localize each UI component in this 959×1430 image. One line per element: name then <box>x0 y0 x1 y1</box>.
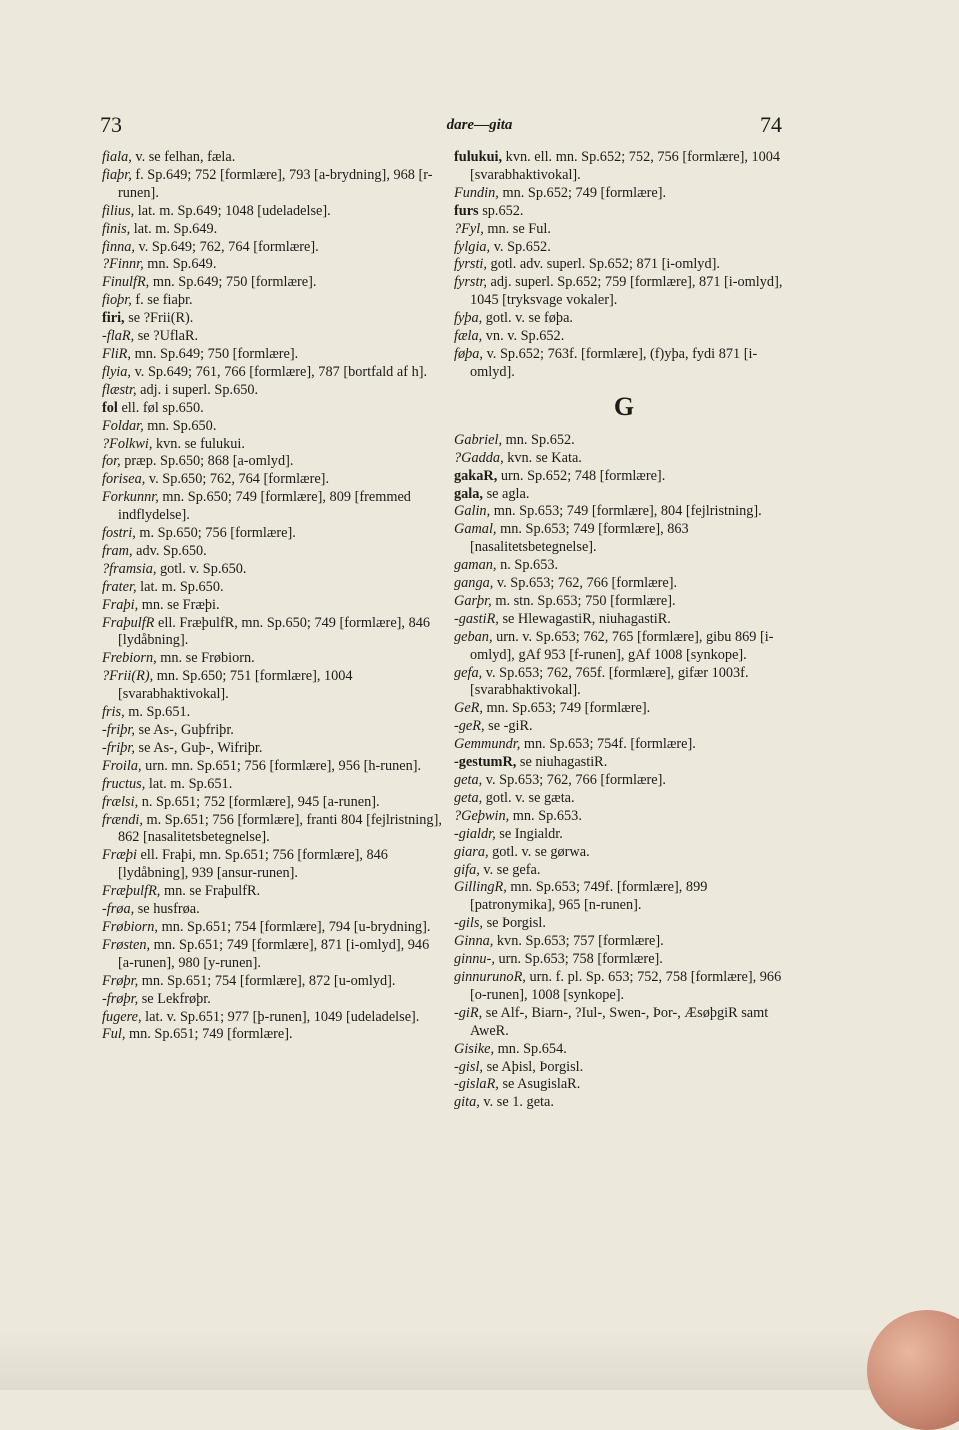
dictionary-entry <box>454 736 794 754</box>
entry-headword: -friþr, <box>102 739 135 756</box>
entry-text: gotl. adv. superl. Sp.652; 871 [i-omlyd]. <box>486 256 720 273</box>
entry-text: kvn. se fulukui. <box>152 435 245 452</box>
entry-headword: ?Folkwi, <box>102 435 153 452</box>
dictionary-entry <box>102 615 445 651</box>
entry-text: se HlewagastiR, niuhagastiR. <box>498 610 671 627</box>
entry-text: se ?Frii(R). <box>124 310 194 327</box>
entry-headword: fyþa, <box>454 310 483 327</box>
entry-text: se AsugislaR. <box>498 1076 581 1093</box>
entry-text: mn. Sp.653; 749 [formlære], 804 [fejlristning]. <box>490 503 762 520</box>
entry-headword: flyia, <box>102 363 131 380</box>
entry-text: m. stn. Sp.653; 750 [formlære]. <box>491 592 676 609</box>
entry-text: lat. m. Sp.650. <box>136 578 224 595</box>
entry-text: v. se 1. geta. <box>479 1094 554 1111</box>
dictionary-entry <box>454 575 794 593</box>
page-header <box>0 112 959 152</box>
entry-text: urn. Sp.653; 758 [formlære]. <box>494 951 663 968</box>
dictionary-entry <box>102 758 445 776</box>
entry-text: urn. Sp.652; 748 [formlære]. <box>497 467 666 484</box>
entry-headword: fructus, <box>102 775 146 792</box>
entry-headword: Frøþr, <box>102 972 139 989</box>
entry-text: mn. Sp.653; 749 [formlære], 863 [nasalitetsbetegnelse]. <box>470 521 689 556</box>
entry-headword: -gisl, <box>454 1058 483 1075</box>
entry-headword: flæstr, <box>102 381 137 398</box>
entry-headword: GillingR, <box>454 879 507 896</box>
dictionary-entry <box>454 310 794 328</box>
dictionary-entry <box>102 167 445 203</box>
entry-text: m. Sp.650; 756 [formlære]. <box>135 525 296 542</box>
entry-headword: ?Fyl, <box>454 220 484 237</box>
dictionary-entry <box>454 665 794 701</box>
dictionary-entry <box>102 221 445 239</box>
dictionary-entry <box>454 557 794 575</box>
dictionary-entry <box>102 776 445 794</box>
dictionary-entry <box>102 847 445 883</box>
dictionary-entry <box>454 328 794 346</box>
dictionary-entry <box>102 346 445 364</box>
entry-text: v. se gefa. <box>479 861 541 878</box>
entry-headword: gakaR, <box>454 467 498 484</box>
dictionary-entry <box>454 844 794 862</box>
dictionary-entry <box>454 879 794 915</box>
entry-headword: frændi, <box>102 811 143 828</box>
entry-text: gotl. v. se gørwa. <box>488 843 590 860</box>
entry-text: se ?UflaR. <box>134 328 199 345</box>
entry-text: se Þorgisl. <box>483 915 546 932</box>
entry-headword: -flaR, <box>102 328 135 345</box>
entry-headword: ?Frii(R), <box>102 668 154 685</box>
entry-headword: frater, <box>102 578 137 595</box>
dictionary-entry <box>454 503 794 521</box>
dictionary-entry <box>454 1094 794 1112</box>
entry-text: mn. Sp.651; 754 [formlære], 872 [u-omlyd]. <box>138 972 396 989</box>
entry-text: mn. Sp.651; 749 [formlære]. <box>125 1026 293 1043</box>
right-column <box>454 149 794 1112</box>
dictionary-entry <box>102 453 445 471</box>
dictionary-entry <box>102 561 445 579</box>
dictionary-entry <box>454 450 794 468</box>
entry-headword: fiaþr, <box>102 166 132 183</box>
entry-headword: Forkunnr, <box>102 489 159 506</box>
entry-text: se -giR. <box>484 718 533 735</box>
entry-text: v. Sp.653; 762, 765f. [formlære], gifær 1003f. [svarabhaktivokal]. <box>470 664 749 699</box>
entry-headword: -frøþr, <box>102 990 139 1007</box>
entry-headword: forisea, <box>102 471 146 488</box>
page-number-right: 74 <box>760 112 782 137</box>
entry-headword: ?Geþwin, <box>454 807 510 824</box>
entry-headword: Garþr, <box>454 592 492 609</box>
entry-headword: fylgia, <box>454 238 491 255</box>
dictionary-entry <box>102 812 445 848</box>
dictionary-entry <box>102 256 445 274</box>
entry-headword: Gabriel, <box>454 431 503 448</box>
dictionary-entry <box>454 969 794 1005</box>
dictionary-entry <box>102 1026 445 1044</box>
entry-headword: fyrstr, <box>454 274 487 291</box>
entry-headword: gefa, <box>454 664 483 681</box>
dictionary-entry <box>454 790 794 808</box>
entry-headword: fiala, <box>102 149 132 165</box>
dictionary-entry <box>454 629 794 665</box>
entry-text: ell. føl sp.650. <box>117 399 204 416</box>
dictionary-entry <box>454 149 794 185</box>
entry-headword: Gamal, <box>454 521 497 538</box>
entry-text: kvn. Sp.653; 757 [formlære]. <box>493 933 664 950</box>
entry-headword: gifa, <box>454 861 480 878</box>
entry-text: v. Sp.649; 762, 764 [formlære]. <box>134 238 319 255</box>
entry-headword: -friþr, <box>102 722 135 738</box>
entry-text: se husfrøa. <box>134 901 200 918</box>
entry-text: kvn. se Kata. <box>503 449 582 466</box>
entry-headword: ganga, <box>454 575 494 592</box>
entry-headword: ginnurunoR, <box>454 968 526 985</box>
dictionary-entry <box>454 1059 794 1077</box>
entry-headword: Gisike, <box>454 1040 495 1057</box>
entry-text: mn. Sp.652; 749 [formlære]. <box>498 184 667 201</box>
entry-text: m. Sp.651; 756 [formlære], franti 804 [fejlristning], 862 [nasalitetsbetegnelse]. <box>118 811 442 846</box>
thumb-in-corner <box>867 1310 959 1430</box>
dictionary-entry <box>454 772 794 790</box>
entry-headword: fioþr, <box>102 292 132 309</box>
entry-headword: føþa, <box>454 345 483 362</box>
entry-text: n. Sp.653. <box>496 557 559 574</box>
entry-headword: gala, <box>454 485 483 502</box>
dictionary-entry <box>102 543 445 561</box>
entry-text: se Aþisl, Þorgisl. <box>483 1058 584 1075</box>
entry-headword: Frøsten, <box>102 936 151 953</box>
entry-headword: Foldar, <box>102 417 144 434</box>
dictionary-entry <box>102 597 445 615</box>
dictionary-entry <box>102 328 445 346</box>
entry-headword: geta, <box>454 772 483 788</box>
entry-headword: for, <box>102 453 121 470</box>
entry-headword: Froila, <box>102 757 142 774</box>
entry-headword: geta, <box>454 789 483 806</box>
entry-headword: Frøbiorn, <box>102 918 159 935</box>
dictionary-entry <box>102 400 445 418</box>
entry-headword: GeR, <box>454 700 483 717</box>
entry-text: v. Sp.653; 762, 766 [formlære]. <box>493 575 678 592</box>
dictionary-entry <box>454 1005 794 1041</box>
entry-text: mn. Sp.650. <box>143 417 217 434</box>
entry-text: mn. Sp.653; 749f. [formlære], 899 [patronymika], 965 [n-runen]. <box>470 879 708 914</box>
entry-text: se As-, Guþfriþr. <box>134 722 234 738</box>
entry-text: mn. Sp.653; 754f. [formlære]. <box>520 736 696 753</box>
entry-text: v. Sp.650; 762, 764 [formlære]. <box>145 471 330 488</box>
dictionary-entry <box>102 203 445 221</box>
entry-headword: Ful, <box>102 1026 126 1043</box>
entry-text: urn. f. pl. Sp. 653; 752, 758 [formlære], 966 [o-runen], 1008 [synkope]. <box>470 968 782 1003</box>
dictionary-entry <box>454 239 794 257</box>
entry-text: mn. Sp.651; 749 [formlære], 871 [i-omlyd], 946 [a-runen], 980 [y-runen]. <box>118 936 430 971</box>
dictionary-entry <box>102 704 445 722</box>
entry-text: v. Sp.649; 761, 766 [formlære], 787 [bortfald af h]. <box>131 363 428 380</box>
dictionary-entry <box>102 436 445 454</box>
dictionary-entry <box>102 794 445 812</box>
dictionary-entry <box>454 203 794 221</box>
entry-text: lat. v. Sp.651; 977 [þ-runen], 1049 [udeladelse]. <box>141 1008 420 1025</box>
page-shadow <box>0 1330 959 1390</box>
entry-text: vn. v. Sp.652. <box>482 328 565 345</box>
entry-headword: fram, <box>102 542 133 559</box>
entry-headword: Galin, <box>454 503 491 520</box>
dictionary-entry <box>102 292 445 310</box>
entry-text: adj. i superl. Sp.650. <box>136 381 259 398</box>
entry-headword: ?Finnr, <box>102 256 144 273</box>
entry-headword: geban, <box>454 628 493 645</box>
dictionary-entry <box>102 740 445 758</box>
entry-headword: -gils, <box>454 915 483 932</box>
dictionary-entry <box>102 149 445 167</box>
entry-text: adj. superl. Sp.652; 759 [formlære], 871 [i-omlyd], 1045 [tryksvage vokaler]. <box>470 274 783 309</box>
entry-headword: fugere, <box>102 1008 142 1025</box>
dictionary-entry <box>102 364 445 382</box>
dictionary-entry <box>454 915 794 933</box>
dictionary-entry <box>102 973 445 991</box>
entry-text: se niuhagastiR. <box>516 754 608 771</box>
dictionary-entry <box>102 274 445 292</box>
entry-text: mn. Sp.650; 751 [formlære], 1004 [svarabhaktivokal]. <box>118 668 353 703</box>
dictionary-entry <box>454 593 794 611</box>
dictionary-entry <box>454 432 794 450</box>
entry-headword: ?Gadda, <box>454 449 504 466</box>
dictionary-entry <box>454 826 794 844</box>
entry-text: mn. Sp.649; 750 [formlære]. <box>149 274 317 291</box>
entry-headword: giara, <box>454 843 489 860</box>
dictionary-entry <box>102 382 445 400</box>
dictionary-entry <box>102 901 445 919</box>
entry-text: se Ingialdr. <box>495 825 563 842</box>
entry-text: urn. mn. Sp.651; 756 [formlære], 956 [h-runen]. <box>141 757 422 774</box>
entry-text: f. Sp.649; 752 [formlære], 793 [a-brydning], 968 [r-runen]. <box>118 166 433 201</box>
entry-headword: -giR, <box>454 1004 483 1021</box>
page-number-left: 73 <box>100 112 122 137</box>
entry-headword: FinulfR, <box>102 274 150 291</box>
dictionary-entry <box>454 933 794 951</box>
dictionary-entry <box>102 579 445 597</box>
entry-text: v. Sp.652; 763f. [formlære], (f)yþa, fydi 871 [i-omlyd]. <box>470 345 758 380</box>
dictionary-entry <box>102 239 445 257</box>
dictionary-entry <box>454 346 794 382</box>
entry-headword: Ginna, <box>454 933 494 950</box>
entry-text: gotl. v. se gæta. <box>482 789 575 806</box>
entry-text: lat. m. Sp.649. <box>130 220 218 237</box>
entry-text: lat. m. Sp.651. <box>145 775 233 792</box>
running-head: dare—gita <box>446 117 513 133</box>
entry-text: sp.652. <box>478 202 524 219</box>
entry-headword: -gislaR, <box>454 1076 499 1093</box>
entry-headword: Fraþi, <box>102 596 139 613</box>
entry-headword: finna, <box>102 238 135 255</box>
entry-headword: -gastiR, <box>454 610 499 627</box>
entry-headword: fol <box>102 399 118 416</box>
section-letter: G <box>613 391 635 421</box>
dictionary-entry <box>102 471 445 489</box>
entry-headword: fris, <box>102 704 125 721</box>
dictionary-entry <box>454 256 794 274</box>
entry-text: kvn. ell. mn. Sp.652; 752, 756 [formlære], 1004 [svarabhaktivokal]. <box>470 149 781 183</box>
entry-headword: -geR, <box>454 718 485 735</box>
dictionary-entry <box>102 310 445 328</box>
entry-headword: -gestumR, <box>454 754 517 771</box>
entry-headword: fæla, <box>454 328 483 345</box>
dictionary-entry <box>454 521 794 557</box>
entry-text: ell. FræþulfR, mn. Sp.650; 749 [formlære], 846 [lydåbning]. <box>118 614 431 649</box>
entry-text: f. se fiaþr. <box>131 292 193 309</box>
entry-text: v. Sp.652. <box>490 238 551 255</box>
entry-text: urn. v. Sp.653; 762, 765 [formlære], gibu 869 [i-omlyd], gAf 953 [f-runen], gAf 1008 [synkope]. <box>470 628 774 663</box>
dictionary-entry <box>454 1041 794 1059</box>
entry-text: præp. Sp.650; 868 [a-omlyd]. <box>120 453 294 470</box>
dictionary-entry <box>102 1009 445 1027</box>
entry-headword: gita, <box>454 1094 480 1111</box>
entry-headword: ginnu-, <box>454 951 495 968</box>
entry-text: adv. Sp.650. <box>132 542 207 559</box>
entry-text: mn. Sp.649. <box>143 256 217 273</box>
entry-headword: Gemmundr, <box>454 736 521 753</box>
entry-headword: frælsi, <box>102 793 139 810</box>
dictionary-entry <box>102 883 445 901</box>
dictionary-entry <box>454 185 794 203</box>
dictionary-entry <box>102 919 445 937</box>
entry-headword: FraþulfR <box>102 614 155 631</box>
dictionary-entry <box>454 700 794 718</box>
entry-text: se Alf-, Biarn-, ?Iul-, Swen-, Þor-, ÆsøþgiR samt AweR. <box>470 1004 769 1039</box>
entry-headword: Fundin, <box>454 184 499 201</box>
entry-headword: ?framsia, <box>102 560 157 577</box>
entry-text: mn. se Fræþi. <box>138 596 220 613</box>
entry-text: v. Sp.653; 762, 766 [formlære]. <box>482 772 666 788</box>
entry-text: mn. se Ful. <box>483 220 551 237</box>
dictionary-entry <box>454 862 794 880</box>
entry-headword: firi, <box>102 310 125 327</box>
dictionary-entry <box>454 754 794 772</box>
left-column <box>102 149 445 1044</box>
entry-headword: furs <box>454 202 479 219</box>
entry-text: mn. Sp.651; 754 [formlære], 794 [u-brydning]. <box>158 918 431 935</box>
dictionary-entry <box>454 1076 794 1094</box>
entry-headword: FræþulfR, <box>102 883 161 900</box>
dictionary-entry <box>102 668 445 704</box>
entry-headword: gaman, <box>454 557 497 574</box>
entry-text: se Lekfrøþr. <box>138 990 211 1007</box>
entry-text: n. Sp.651; 752 [formlære], 945 [a-runen]. <box>138 793 380 810</box>
entry-text: se As-, Guþ-, Wifriþr. <box>134 739 263 756</box>
entry-text: mn. Sp.653; 749 [formlære]. <box>482 700 651 717</box>
dictionary-entry <box>454 718 794 736</box>
entry-headword: filius, <box>102 202 135 219</box>
entry-text: m. Sp.651. <box>124 704 191 721</box>
dictionary-entry <box>102 991 445 1009</box>
entry-text: lat. m. Sp.649; 1048 [udeladelse]. <box>134 202 331 219</box>
dictionary-entry <box>454 808 794 826</box>
dictionary-entry <box>102 489 445 525</box>
dictionary-entry <box>454 486 794 504</box>
entry-text: mn. Sp.650; 749 [formlære], 809 [fremmed indflydelse]. <box>118 489 411 524</box>
entry-headword: fostri, <box>102 525 136 542</box>
entry-text: ell. Fraþi, mn. Sp.651; 756 [formlære], 846 [lydåbning], 939 [ansur-runen]. <box>118 847 388 882</box>
entry-headword: Frebiorn, <box>102 650 157 667</box>
dictionary-entry <box>102 937 445 973</box>
entry-text: mn. Sp.653. <box>509 807 582 824</box>
dictionary-entry <box>102 650 445 668</box>
entry-text: mn. Sp.654. <box>494 1040 567 1057</box>
entry-text: mn. se FraþulfR. <box>160 883 261 900</box>
entry-text: se agla. <box>483 485 530 502</box>
entry-headword: fulukui, <box>454 149 503 165</box>
entry-text: gotl. v. Sp.650. <box>156 560 247 577</box>
entry-text: v. se felhan, fæla. <box>131 149 236 165</box>
dictionary-entry <box>454 274 794 310</box>
dictionary-entry <box>454 221 794 239</box>
entry-text: mn. Sp.652. <box>502 431 575 448</box>
dictionary-entry <box>102 525 445 543</box>
dictionary-entry <box>454 611 794 629</box>
entry-text: gotl. v. se føþa. <box>482 310 573 327</box>
entry-headword: -frøa, <box>102 901 135 918</box>
dictionary-entry <box>102 722 445 740</box>
dictionary-entry <box>102 418 445 436</box>
dictionary-entry <box>454 468 794 486</box>
entry-headword: Fræþi <box>102 847 137 864</box>
entry-text: mn. Sp.649; 750 [formlære]. <box>131 345 299 362</box>
entry-headword: fyrsti, <box>454 256 487 273</box>
entry-text: mn. se Frøbiorn. <box>156 650 255 667</box>
entry-headword: finis, <box>102 220 131 237</box>
dictionary-entry <box>454 951 794 969</box>
entry-headword: FliR, <box>102 345 131 362</box>
entry-headword: -gialdr, <box>454 825 496 842</box>
